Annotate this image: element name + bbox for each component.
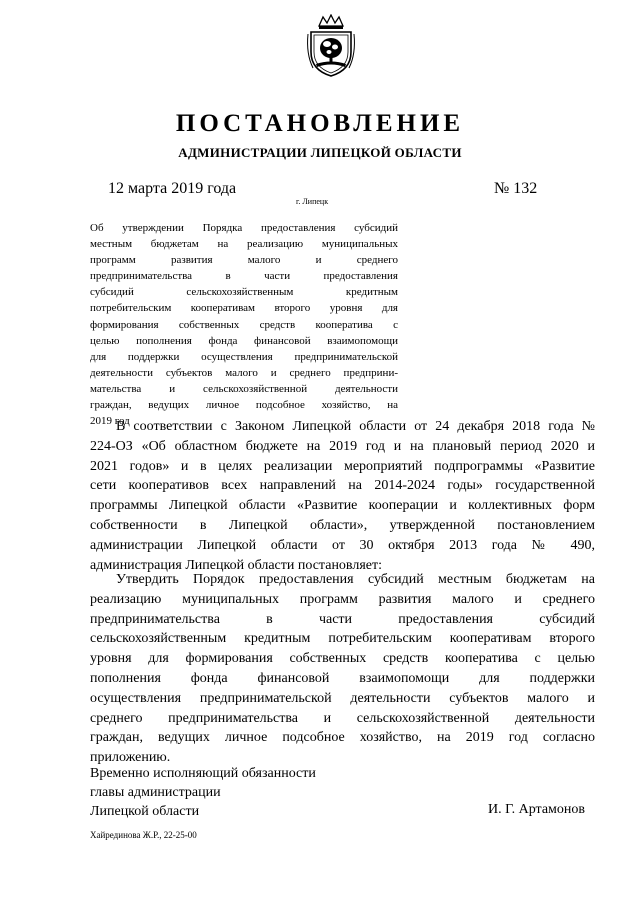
paragraph-line: администрация Липецкой области постановляет: <box>90 557 383 573</box>
subject-line: субсидий сельскохозяйственным кредитным <box>90 286 398 299</box>
paragraph-line: сети кооперативов всех направлений на 2014-2024 годы» государственной <box>90 478 595 494</box>
subject-line: Об утверждении Порядка предоставления субсидий <box>90 222 398 234</box>
paragraph-line: уровня для формирования собственных средств кооператива с целью <box>90 651 595 667</box>
paragraph-line: администрации Липецкой области от 30 октября 2013 года № 490, <box>90 537 595 553</box>
document-title: ПОСТАНОВЛЕНИЕ <box>175 110 465 137</box>
paragraph-line: реализацию муниципальных программ развития малого и среднего <box>90 591 595 607</box>
document-subject <box>90 220 398 429</box>
paragraph-line: пополнения фонда финансовой взаимопомощи для поддержки <box>90 670 595 686</box>
subject-line: 2019 год <box>90 415 130 428</box>
subject-line: для поддержки осуществления предпринимательской <box>90 350 398 363</box>
preamble-paragraph <box>90 417 595 575</box>
subject-line: местным бюджетам на реализацию муниципальных <box>90 238 398 251</box>
signatory-position <box>90 764 316 821</box>
subject-line: предпринимательства в части предоставления <box>90 270 398 283</box>
subject-line: целью пополнения фонда финансовой взаимопомощи <box>90 334 398 347</box>
subject-line: формирования собственных средств кооператива с <box>90 318 398 331</box>
paragraph-line: 224-ОЗ «Об областном бюджете на 2019 год и на плановый период 2020 и <box>90 438 595 454</box>
subject-line: деятельности субъектов малого и среднего предприни- <box>90 366 398 379</box>
executor-contact: Хайрединова Ж.Р., 22-25-00 <box>90 830 197 840</box>
resolution-paragraph <box>90 570 595 768</box>
subject-line: потребительским кооперативам второго уровня для <box>90 302 398 315</box>
paragraph-line: среднего предпринимательства и сельскохозяйственной деятельности <box>90 710 595 726</box>
signatory-position-line: Липецкой области <box>90 804 200 819</box>
subject-line: программ развития малого и среднего <box>90 254 398 267</box>
subject-line: граждан, ведущих личное подсобное хозяйство, на <box>90 399 398 412</box>
paragraph-line: предпринимательства в части предоставления субсидий <box>90 611 595 627</box>
signatory-position-line: главы администрации <box>90 785 221 800</box>
paragraph-line: осуществления предпринимательской деятельности субъектов малого и <box>90 690 595 706</box>
paragraph-line: программы Липецкой области «Развитие кооперации и коллективных форм <box>90 498 595 514</box>
document-date: 12 марта 2019 года <box>108 180 237 197</box>
paragraph-line: приложению. <box>90 750 171 766</box>
paragraph-line: 2021 годов» и в целях реализации мероприятий подпрограммы «Развитие <box>90 458 595 474</box>
paragraph-line: собственности в Липецкой области», утвержденной постановлением <box>90 517 595 533</box>
signatory-position-line: Временно исполняющий обязанности <box>90 766 316 781</box>
coat-of-arms-emblem <box>305 14 357 78</box>
paragraph-line: сельскохозяйственным кредитным потребительским кооперативам второго <box>90 631 595 647</box>
paragraph-line: граждан, ведущих личное подсобное хозяйство, на 2019 год согласно <box>90 730 595 746</box>
issuing-authority: АДМИНИСТРАЦИИ ЛИПЕЦКОЙ ОБЛАСТИ <box>178 145 462 160</box>
paragraph-line: Утвердить Порядок предоставления субсидий местным бюджетам на <box>116 572 595 587</box>
document-number: № 132 <box>494 180 538 197</box>
paragraph-line: В соответствии с Законом Липецкой области от 24 декабря 2018 года № <box>116 419 595 434</box>
subject-line: мательства и сельскохозяйственной деятельности <box>90 382 398 395</box>
signatory-name: И. Г. Артамонов <box>488 802 586 817</box>
document-city: г. Липецк <box>296 197 329 206</box>
